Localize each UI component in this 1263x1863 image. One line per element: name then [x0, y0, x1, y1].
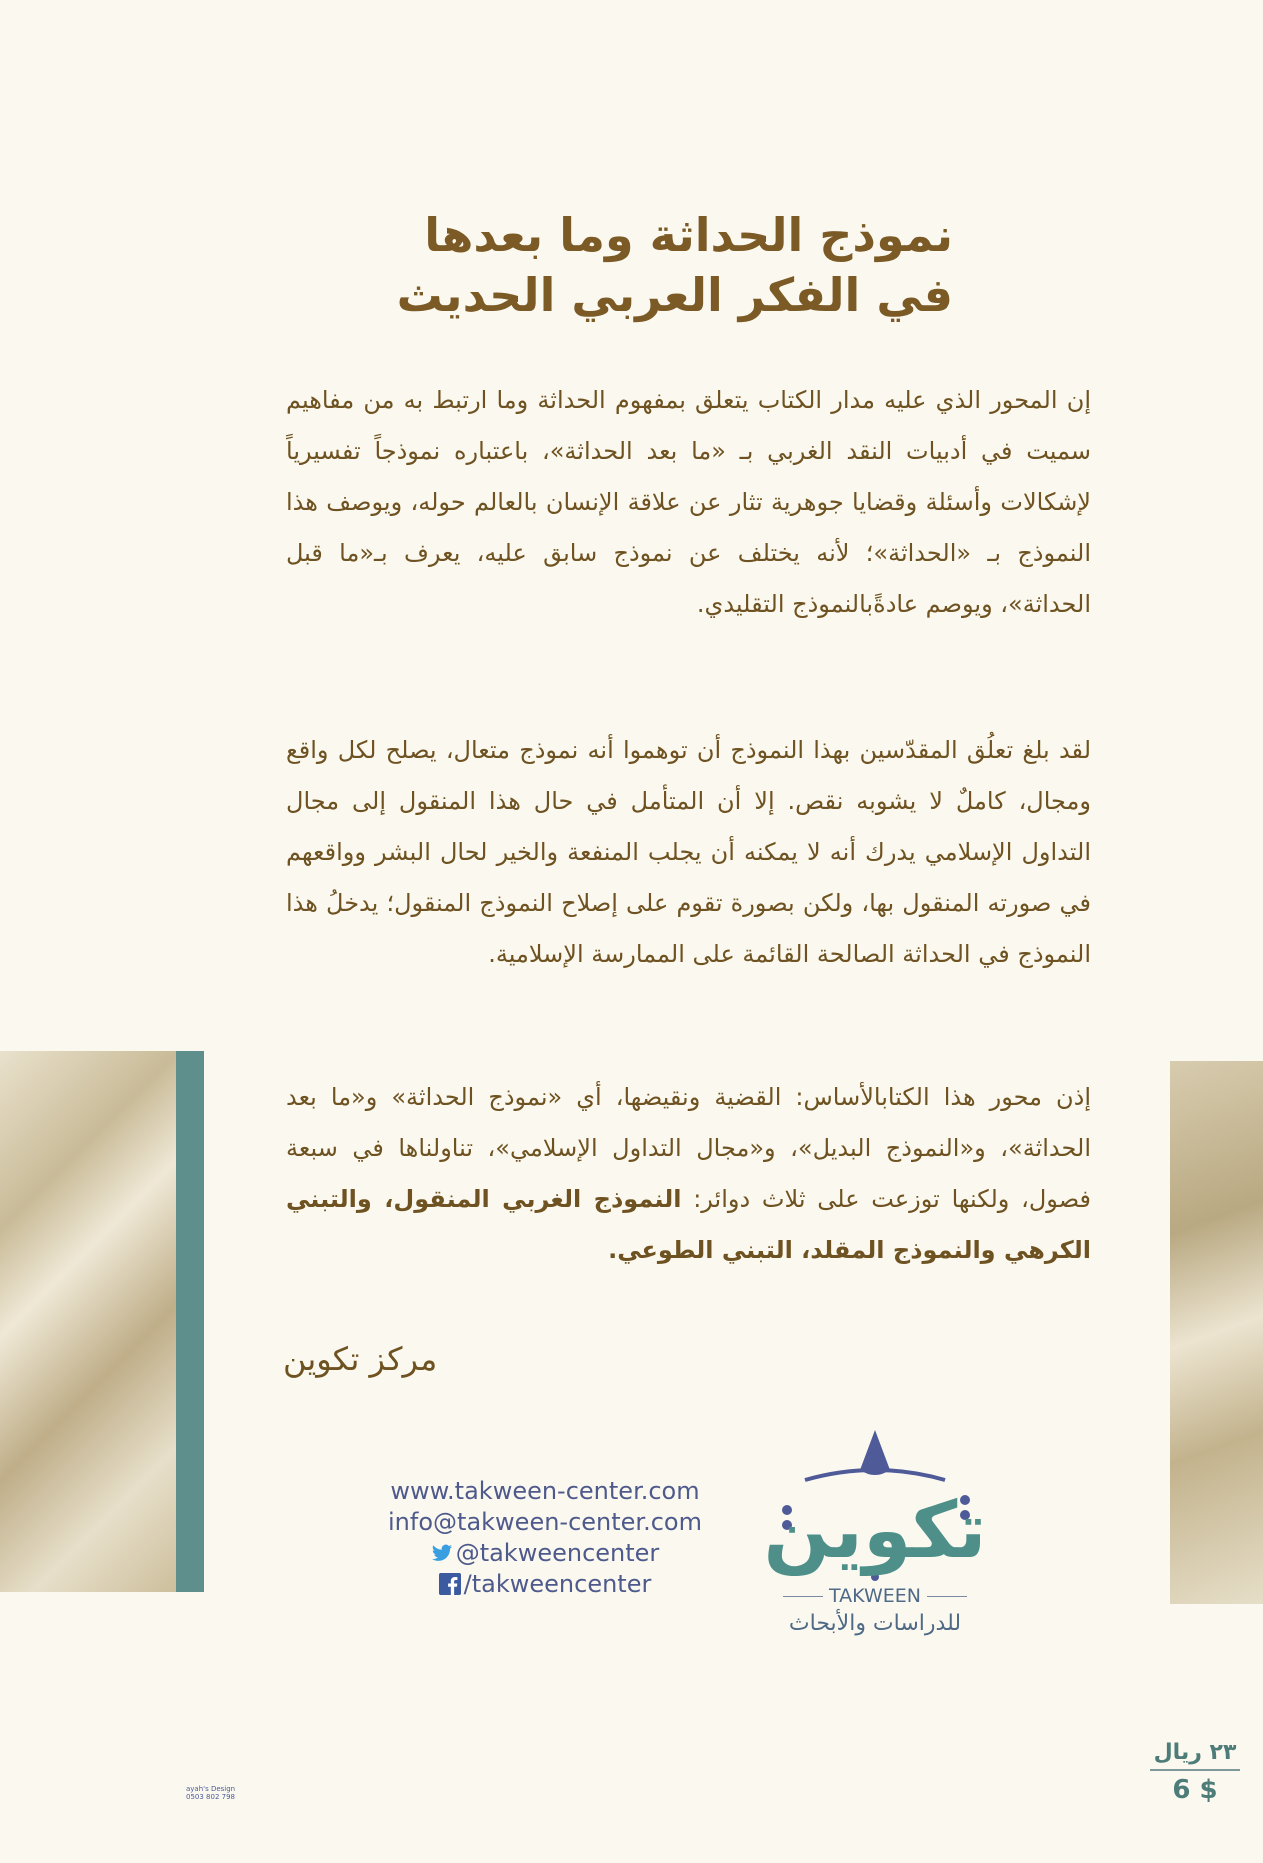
logo-arabic-name: تكوين: [765, 1486, 985, 1576]
facebook-handle[interactable]: [370, 1569, 720, 1600]
paragraph-3-text: إذن محور هذا الكتابالأساس: القضية ونقيضها، أي «نموذج الحداثة» و«ما بعد الحداثة»، و«النموذج البديل»، و«مجال التداول الإسلامي»، تناولناها في سبعة فصول، ولكنها توزعت على ثلاث دوائر:: [286, 1083, 1091, 1213]
logo-english-name: TAKWEEN: [829, 1585, 921, 1607]
blurb-paragraph-2: لقد بلغ تعلُق المقدّسين بهذا النموذج أن توهموا أنه نموذج متعال، يصلح لكل واقع ومجال، كاملٌ لا يشوبه نقص. إلا أن المتأمل في حال هذا المنقول إلى مجال التداول الإسلامي يدرك أنه لا يمكنه أن يجلب المنفعة والخير لحال البشر وواقعهم في صورته المنقول بها، ولكن بصورة تقوم على إصلاح النموذج المنقول؛ يدخلُ هذا النموذج في الحداثة الصالحة القائمة على الممارسة الإسلامية.: [286, 736, 1091, 968]
decorative-texture-right: [1170, 1061, 1263, 1604]
twitter-handle-text: @takweencenter: [455, 1539, 660, 1567]
design-credit-phone: 0503 802 798: [186, 1793, 235, 1801]
blurb-paragraph-3: [286, 1072, 1091, 1276]
title-line-1: نموذج الحداثة وما بعدها: [424, 208, 953, 262]
logo-subtitle: للدراسات والأبحاث: [788, 1611, 962, 1636]
twitter-handle[interactable]: [370, 1538, 720, 1569]
contact-info: [370, 1476, 720, 1600]
title-line-2: في الفكر العربي الحديث: [396, 268, 953, 322]
email-link[interactable]: info@takween-center.com: [388, 1508, 702, 1536]
design-credit: [186, 1785, 235, 1801]
website-link[interactable]: www.takween-center.com: [390, 1477, 700, 1505]
twitter-icon: [431, 1542, 453, 1564]
facebook-handle-text: /takweencenter: [463, 1570, 652, 1598]
takween-calligraphy-icon: [765, 1425, 985, 1585]
design-credit-name: ayah's Design: [186, 1785, 236, 1793]
price-label: [1150, 1740, 1240, 1805]
price-dollar: 6 $: [1172, 1775, 1218, 1805]
book-title: [253, 205, 953, 325]
blurb-paragraph-1: إن المحور الذي عليه مدار الكتاب يتعلق بمفهوم الحداثة وما ارتبط به من مفاهيم سميت في أدبيات النقد الغربي بـ «ما بعد الحداثة»، باعتباره نموذجاً تفسيرياً لإشكالات وأسئلة وقضايا جوهرية تثار عن علاقة الإنسان بالعالم حوله، ويوصف هذا النموذج بـ «الحداثة»؛ لأنه يختلف عن نموذج سابق عليه، يعرف بـ«ما قبل الحداثة»، ويوصم عادةًبالنموذج التقليدي.: [286, 386, 1091, 618]
price-riyal: ٢٣ ريال: [1150, 1740, 1240, 1771]
takween-logo: [760, 1425, 990, 1636]
paragraph-3-bold-text: النموذج الغربي المنقول، والتبني الكرهي والنموذج المقلد، التبني الطوعي.: [286, 1185, 1091, 1264]
decorative-texture-left: [0, 1051, 176, 1592]
logo-english: [760, 1585, 990, 1607]
decorative-teal-bar: [176, 1051, 204, 1592]
signature: مركز تكوين: [283, 1340, 438, 1378]
facebook-icon: [439, 1573, 461, 1595]
